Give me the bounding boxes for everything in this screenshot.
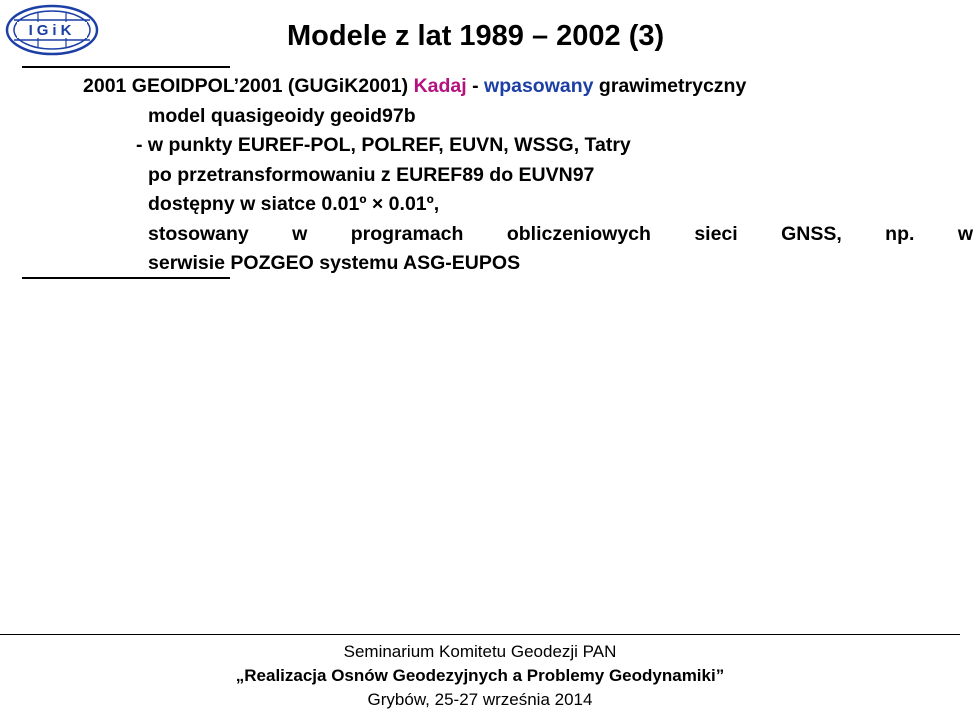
content-line-6 bbox=[83, 220, 973, 250]
line6-word: obliczeniowych bbox=[506, 222, 651, 245]
slide-title: Modele z lat 1989 – 2002 (3) bbox=[287, 20, 665, 52]
content-line-7: serwisie POZGEO systemu ASG-EUPOS bbox=[148, 252, 521, 274]
content-line-4: po przetransformowaniu z EUREF89 do EUVN97 bbox=[148, 163, 595, 186]
content-line-5: dostępny w siatce 0.01º × 0.01º, bbox=[148, 193, 440, 215]
line6-word: w bbox=[957, 222, 973, 245]
bottom-divider bbox=[22, 277, 230, 279]
line6-word: sieci bbox=[694, 222, 738, 245]
seminar-name: Seminarium Komitetu Geodezji PAN bbox=[343, 642, 617, 661]
content-line-1 bbox=[83, 72, 973, 102]
footer-divider bbox=[0, 634, 960, 635]
line6-word: w bbox=[292, 222, 308, 245]
slide-footer bbox=[0, 640, 960, 712]
gravimetric-label: grawimetryczny bbox=[598, 75, 747, 97]
conference-title: „Realizacja Osnów Geodezyjnych a Problemy Geodynamiki” bbox=[235, 666, 725, 685]
model-name: 2001 GEOIDPOL’2001 (GUGiK2001) bbox=[83, 75, 409, 97]
slide-content bbox=[83, 72, 973, 279]
fitted-label: wpasowany bbox=[484, 75, 594, 97]
content-line-3: - w punkty EUREF-POL, POLREF, EUVN, WSSG, Tatry bbox=[136, 134, 631, 156]
dash-separator: - bbox=[472, 75, 479, 97]
line6-word: stosowany bbox=[148, 222, 249, 245]
author-name: Kadaj bbox=[413, 75, 467, 97]
top-divider bbox=[22, 66, 230, 68]
content-line-2: model quasigeoidy geoid97b bbox=[148, 104, 416, 127]
place-date: Grybów, 25-27 września 2014 bbox=[367, 690, 593, 709]
logo-text: IGiK bbox=[28, 22, 76, 39]
line6-word: programach bbox=[350, 222, 464, 245]
line6-word: np. bbox=[885, 222, 915, 245]
line6-word: GNSS, bbox=[781, 222, 842, 245]
igik-logo bbox=[5, 4, 99, 56]
igik-logo-graphic bbox=[5, 4, 99, 56]
